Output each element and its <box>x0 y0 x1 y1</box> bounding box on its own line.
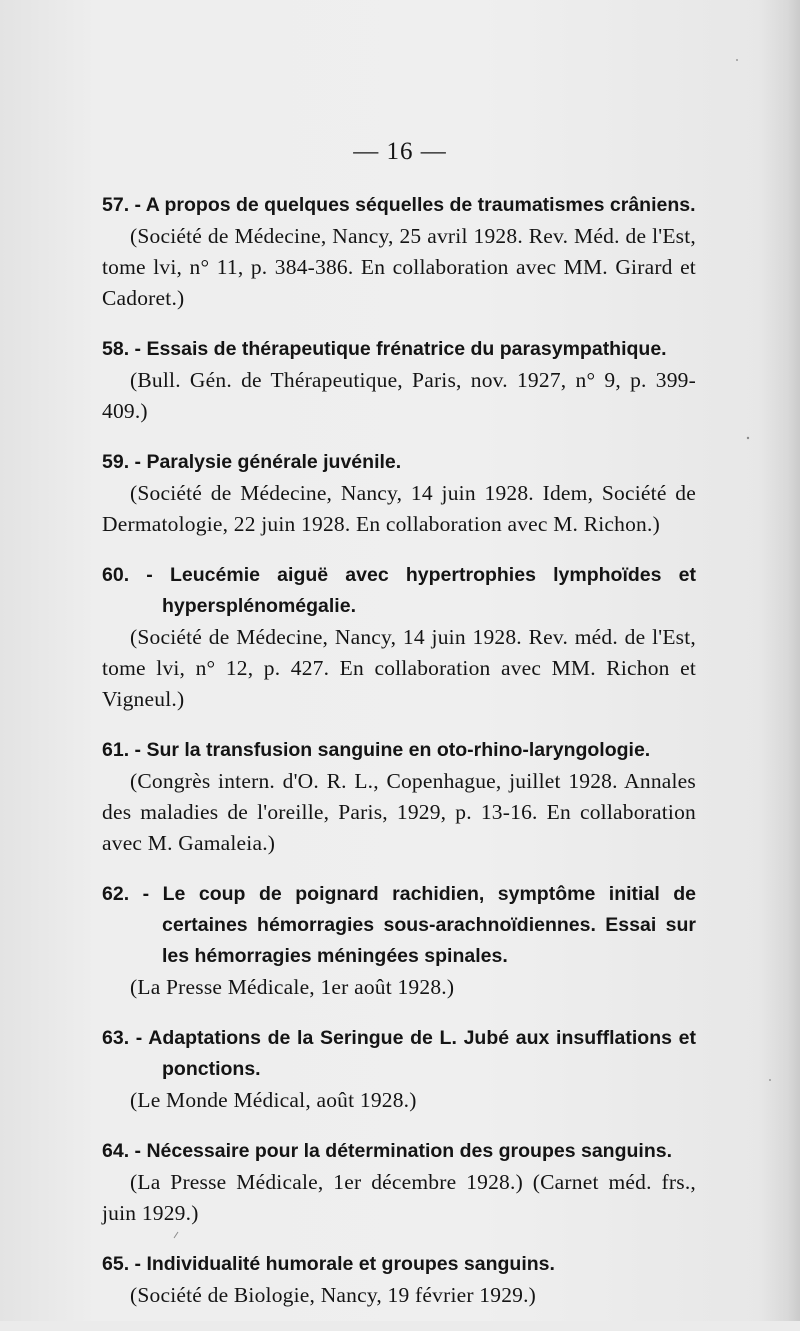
entry-reference: (Société de Médecine, Nancy, 25 avril 1928. Rev. Méd. de l'Est, tome lvi, n° 11, p. 384-386. En collaboration avec MM. Girard et Cadoret.) <box>102 224 696 310</box>
entry-title-text: Essais de thérapeutique frénatrice du parasympathique. <box>146 338 667 360</box>
entry-title <box>102 560 696 622</box>
entry-number: 58. - <box>102 338 147 360</box>
entry-title-text: Individualité humorale et groupes sanguins. <box>146 1253 555 1275</box>
entry-title <box>102 190 696 221</box>
entry-title-text: Adaptations de la Seringue de L. Jubé aux insufflations et ponctions. <box>148 1027 696 1080</box>
entry-number: 62. - <box>102 883 163 905</box>
bibliography-entry <box>102 1023 696 1116</box>
entry-title-text: A propos de quelques séquelles de traumatismes crâniens. <box>145 194 696 216</box>
entry-title <box>102 879 696 972</box>
entry-title-text: Le coup de poignard rachidien, symptôme initial de certaines hémorragies sous-arachnoïdiennes. Essai sur les hémorragies méningées spinales. <box>162 883 696 967</box>
entry-reference: (Le Monde Médical, août 1928.) <box>130 1088 417 1112</box>
entry-title <box>102 1249 696 1280</box>
entry-title-text: Leucémie aiguë avec hypertrophies lymphoïdes et hypersplénomégalie. <box>162 564 697 617</box>
entry-title <box>102 1023 696 1085</box>
entry-title <box>102 447 696 478</box>
entry-reference: (Société de Médecine, Nancy, 14 juin 1928. Rev. méd. de l'Est, tome lvi, n° 12, p. 427. En collaboration avec MM. Richon et Vigneul.) <box>102 625 696 711</box>
page-number: — 16 — <box>353 138 447 165</box>
entry-number: 64. - <box>102 1140 147 1162</box>
bibliography-entry <box>102 1136 696 1229</box>
entry-title <box>102 334 696 365</box>
bibliography-entry <box>102 1249 696 1311</box>
paper-speck <box>747 437 749 439</box>
entry-title <box>102 735 696 766</box>
bibliography-entry <box>102 560 696 715</box>
entry-number: 59. - <box>102 451 147 473</box>
entry-title-text: Nécessaire pour la détermination des groupes sanguins. <box>146 1140 673 1162</box>
bibliography-entry <box>102 735 696 859</box>
entry-number: 61. - <box>102 739 147 761</box>
entry-number: 60. - <box>102 564 171 586</box>
entry-number: 57. - <box>102 194 146 216</box>
entry-title-text: Paralysie générale juvénile. <box>146 451 402 473</box>
entry-title <box>102 1136 696 1167</box>
entry-reference: (Congrès intern. d'O. R. L., Copenhague, juillet 1928. Annales des maladies de l'oreille, Paris, 1929, p. 13-16. En collaboration avec M. Gamaleia.) <box>102 769 696 855</box>
bibliography-list <box>102 190 696 1331</box>
entry-reference: (Bull. Gén. de Thérapeutique, Paris, nov. 1927, n° 9, p. 399-409.) <box>102 368 696 423</box>
entry-reference: (Société de Médecine, Nancy, 14 juin 1928. Idem, Société de Dermatologie, 22 juin 1928. En collaboration avec M. Richon.) <box>102 481 696 536</box>
bibliography-entry <box>102 190 696 314</box>
entry-reference: (La Presse Médicale, 1er décembre 1928.) (Carnet méd. frs., juin 1929.) <box>102 1170 696 1225</box>
entry-reference: (Société de Biologie, Nancy, 19 février 1929.) <box>130 1283 537 1307</box>
bibliography-entry <box>102 334 696 427</box>
entry-title-text: Sur la transfusion sanguine en oto-rhino-laryngologie. <box>146 739 651 761</box>
page-edge-shadow <box>758 0 800 1321</box>
bibliography-entry <box>102 879 696 1003</box>
paper-speck <box>736 59 738 61</box>
bibliography-entry <box>102 447 696 540</box>
entry-reference: (La Presse Médicale, 1er août 1928.) <box>130 975 455 999</box>
entry-number: 63. - <box>102 1027 149 1049</box>
entry-number: 65. - <box>102 1253 147 1275</box>
